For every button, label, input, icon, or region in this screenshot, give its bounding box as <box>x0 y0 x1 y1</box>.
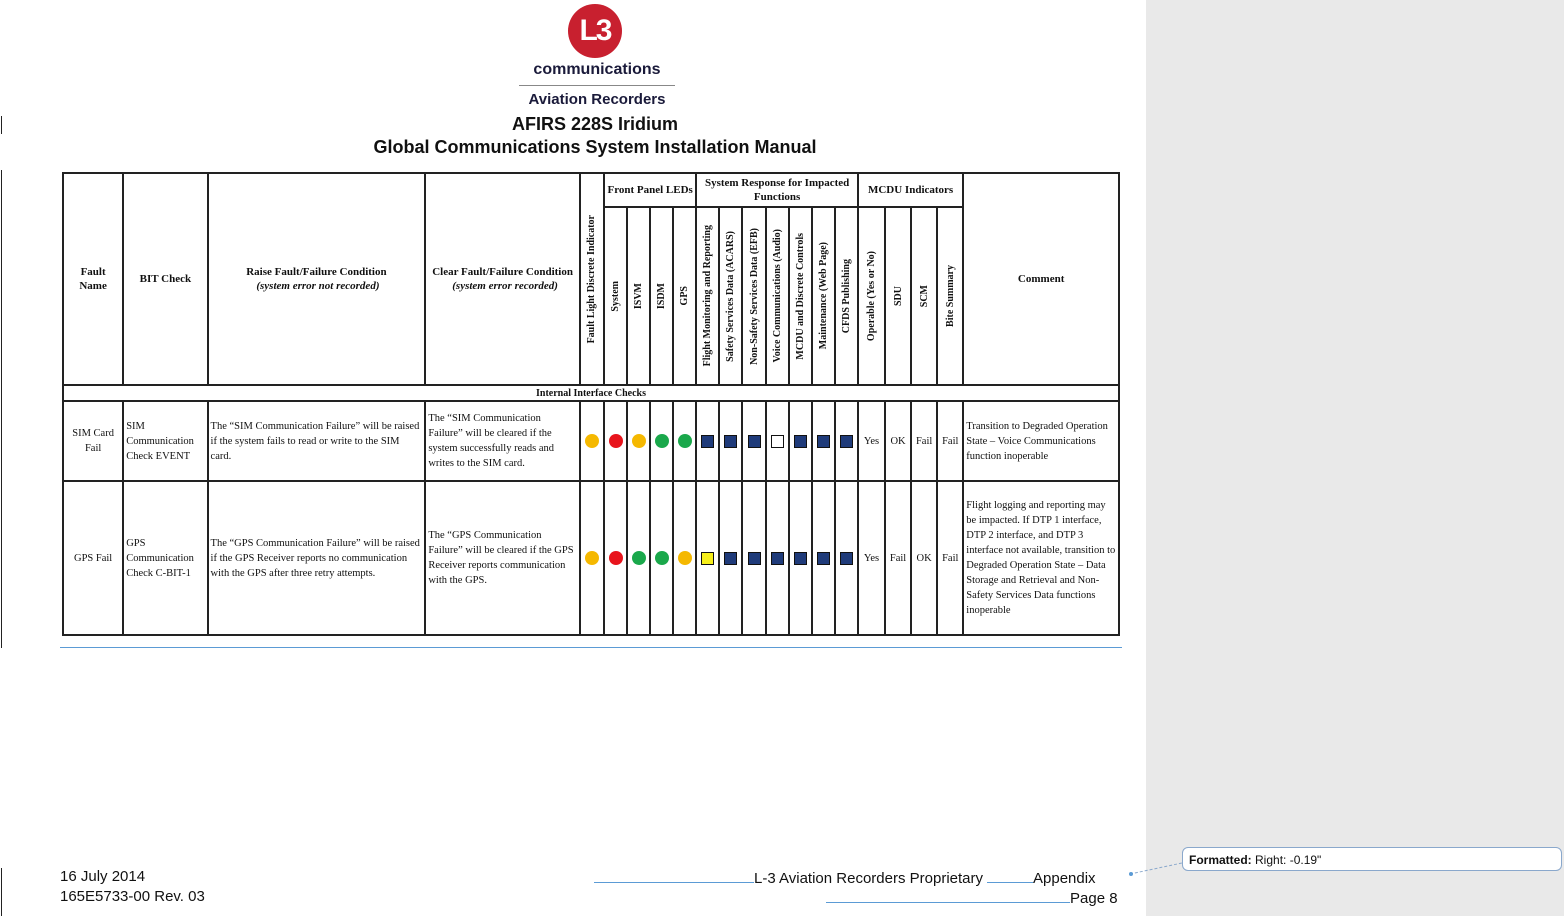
header-resp-cfds <box>835 207 858 385</box>
operable-cell: Yes <box>858 401 885 481</box>
header-fault-light <box>580 173 604 385</box>
header-resp-label: Flight Monitoring and Reporting <box>702 225 714 367</box>
navy-status-square <box>771 552 784 565</box>
footer-page-number: Page 8 <box>1070 890 1118 907</box>
document-title: AFIRS 228S Iridium <box>511 114 679 134</box>
header-resp-maintenance <box>812 207 835 385</box>
red-indicator-dot <box>609 434 623 448</box>
table-row <box>63 401 1119 481</box>
comment-cell: Flight logging and reporting may be impacted. If DTP 1 interface, DTP 2 interface, and DTP 3 interface not available, transition to Degraded Operation State – Data Storage and Retrieval and Non-Safety Services Data functions inoperable <box>963 481 1119 635</box>
footer-proprietary <box>594 868 1096 887</box>
operable-cell: Yes <box>858 481 885 635</box>
response-cell <box>835 401 858 481</box>
footer-page <box>826 888 1118 907</box>
header-mcdu-label: Operable (Yes or No) <box>865 250 877 342</box>
response-cell <box>742 401 765 481</box>
raise-sublabel: (system error not recorded) <box>256 280 380 292</box>
navy-status-square <box>840 435 853 448</box>
header-resp-voice <box>766 207 789 385</box>
change-bar <box>1 170 2 648</box>
footer-date: 16 July 2014 <box>60 868 146 885</box>
raise-condition-cell: The “GPS Communication Failure” will be raised if the GPS Receiver reports no communication with the GPS after three retry attempts. <box>208 481 426 635</box>
fault-name-cell: GPS Fail <box>63 481 123 635</box>
response-cell <box>719 481 742 635</box>
response-cell <box>742 481 765 635</box>
red-indicator-dot <box>609 551 623 565</box>
header-comment: Comment <box>963 173 1119 385</box>
header-resp-mcdu-discrete <box>789 207 812 385</box>
navy-status-square <box>748 552 761 565</box>
tracked-underline <box>594 868 754 883</box>
clear-label: Clear Fault/Failure Condition <box>432 266 573 278</box>
response-cell <box>812 401 835 481</box>
response-cell <box>835 481 858 635</box>
header-mcdu-label: SCM <box>918 284 930 308</box>
bit-check-cell: GPS Communication Check C-BIT-1 <box>123 481 207 635</box>
header-mcdu-scm <box>911 207 937 385</box>
comment-connector-line <box>1128 860 1184 878</box>
footer-proprietary-text: L-3 Aviation Recorders Proprietary <box>754 870 983 887</box>
header-led-system-label: System <box>610 280 621 312</box>
tracked-underline <box>987 868 1033 883</box>
company-logo <box>515 2 679 110</box>
indicator-cell <box>673 481 696 635</box>
clear-sublabel: (system error recorded) <box>452 280 558 292</box>
bite-cell: Fail <box>937 401 963 481</box>
header-front-panel-leds: Front Panel LEDs <box>604 173 696 207</box>
response-cell <box>812 481 835 635</box>
header-mcdu-sdu <box>885 207 911 385</box>
yellow-status-square <box>701 552 714 565</box>
header-led-gps-label: GPS <box>679 286 691 306</box>
logo-division: Aviation Recorders <box>528 91 666 108</box>
scm-cell: OK <box>911 481 937 635</box>
header-bit-check: BIT Check <box>123 173 207 385</box>
indicator-cell <box>580 401 604 481</box>
navy-status-square <box>817 435 830 448</box>
header-resp-non-safety <box>742 207 765 385</box>
header-led-system <box>604 207 627 385</box>
header-mcdu-label: Bite Summary <box>944 265 956 327</box>
response-cell <box>766 481 789 635</box>
raise-label: Raise Fault/Failure Condition <box>246 266 387 278</box>
indicator-cell <box>673 401 696 481</box>
response-cell <box>766 401 789 481</box>
logo-mark: L3 <box>568 4 622 58</box>
indicator-cell <box>650 401 673 481</box>
clear-condition-cell: The “GPS Communication Failure” will be cleared if the GPS Receiver reports communication with the GPS. <box>425 481 580 635</box>
footer-appendix: Appendix <box>1033 870 1096 887</box>
formatting-comment-balloon[interactable] <box>1182 847 1562 871</box>
change-bar <box>1 868 2 916</box>
header-resp-label: MCDU and Discrete Controls <box>794 232 806 360</box>
indicator-cell <box>627 481 650 635</box>
response-cell <box>696 481 719 635</box>
navy-status-square <box>748 435 761 448</box>
navy-status-square <box>724 552 737 565</box>
response-cell <box>719 401 742 481</box>
header-led-isdm <box>650 207 673 385</box>
yellow-indicator-dot <box>678 551 692 565</box>
raise-condition-cell: The “SIM Communication Failure” will be raised if the system fails to read or write to the SIM card. <box>208 401 426 481</box>
table-bottom-rule <box>60 647 1122 648</box>
navy-status-square <box>840 552 853 565</box>
header-fault-name: Fault Name <box>63 173 123 385</box>
header-led-gps <box>673 207 696 385</box>
header-raise-condition <box>208 173 426 385</box>
document-subtitle: Global Communications System Installation Manual <box>373 137 817 157</box>
header-mcdu-bite <box>937 207 963 385</box>
header-clear-condition <box>425 173 580 385</box>
header-resp-flight-monitoring <box>696 207 719 385</box>
bit-check-cell: SIM Communication Check EVENT <box>123 401 207 481</box>
sdu-cell: Fail <box>885 481 911 635</box>
logo-company: communications <box>533 61 661 78</box>
indicator-cell <box>650 481 673 635</box>
response-cell <box>789 481 812 635</box>
indicator-cell <box>627 401 650 481</box>
section-title: Internal Interface Checks <box>63 385 1119 401</box>
header-mcdu-operable <box>858 207 885 385</box>
header-led-isvm <box>627 207 650 385</box>
indicator-cell <box>604 401 627 481</box>
bite-cell: Fail <box>937 481 963 635</box>
navy-status-square <box>817 552 830 565</box>
header-resp-label: Safety Services Data (ACARS) <box>725 230 737 362</box>
green-indicator-dot <box>632 551 646 565</box>
balloon-label: Formatted: <box>1189 853 1252 867</box>
header-mcdu-indicators: MCDU Indicators <box>858 173 963 207</box>
yellow-indicator-dot <box>585 551 599 565</box>
header-mcdu-label: SDU <box>892 285 904 306</box>
tracked-underline <box>826 888 1070 903</box>
navy-status-square <box>724 435 737 448</box>
scm-cell: Fail <box>911 401 937 481</box>
response-cell <box>696 401 719 481</box>
footer-doc-number: 165E5733-00 Rev. 03 <box>60 888 205 905</box>
fault-table <box>62 172 1120 636</box>
table-row <box>63 481 1119 635</box>
header-resp-label: Non-Safety Services Data (EFB) <box>748 227 760 365</box>
header-resp-safety-services <box>719 207 742 385</box>
balloon-detail: Right: -0.19" <box>1255 853 1322 867</box>
green-indicator-dot <box>655 551 669 565</box>
green-indicator-dot <box>655 434 669 448</box>
header-resp-label: Voice Communications (Audio) <box>771 229 783 363</box>
header-resp-label: CFDS Publishing <box>840 258 852 334</box>
white-status-square <box>771 435 784 448</box>
yellow-indicator-dot <box>632 434 646 448</box>
green-indicator-dot <box>678 434 692 448</box>
response-cell <box>789 401 812 481</box>
navy-status-square <box>794 552 807 565</box>
indicator-cell <box>604 481 627 635</box>
clear-condition-cell: The “SIM Communication Failure” will be cleared if the system successfully reads and writes to the SIM card. <box>425 401 580 481</box>
header-led-isdm-label: ISDM <box>656 282 668 310</box>
navy-status-square <box>794 435 807 448</box>
logo-divider <box>519 85 675 86</box>
navy-status-square <box>701 435 714 448</box>
sdu-cell: OK <box>885 401 911 481</box>
header-led-isvm-label: ISVM <box>633 282 645 310</box>
header-system-response: System Response for Impacted Functions <box>696 173 858 207</box>
yellow-indicator-dot <box>585 434 599 448</box>
comment-cell: Transition to Degraded Operation State – Voice Communications function inoperable <box>963 401 1119 481</box>
fault-name-cell: SIM Card Fail <box>63 401 123 481</box>
fault-light-label: Fault Light Discrete Indicator <box>586 214 598 344</box>
markup-margin-pane <box>1146 0 1564 916</box>
indicator-cell <box>580 481 604 635</box>
header-resp-label: Maintenance (Web Page) <box>817 242 829 350</box>
